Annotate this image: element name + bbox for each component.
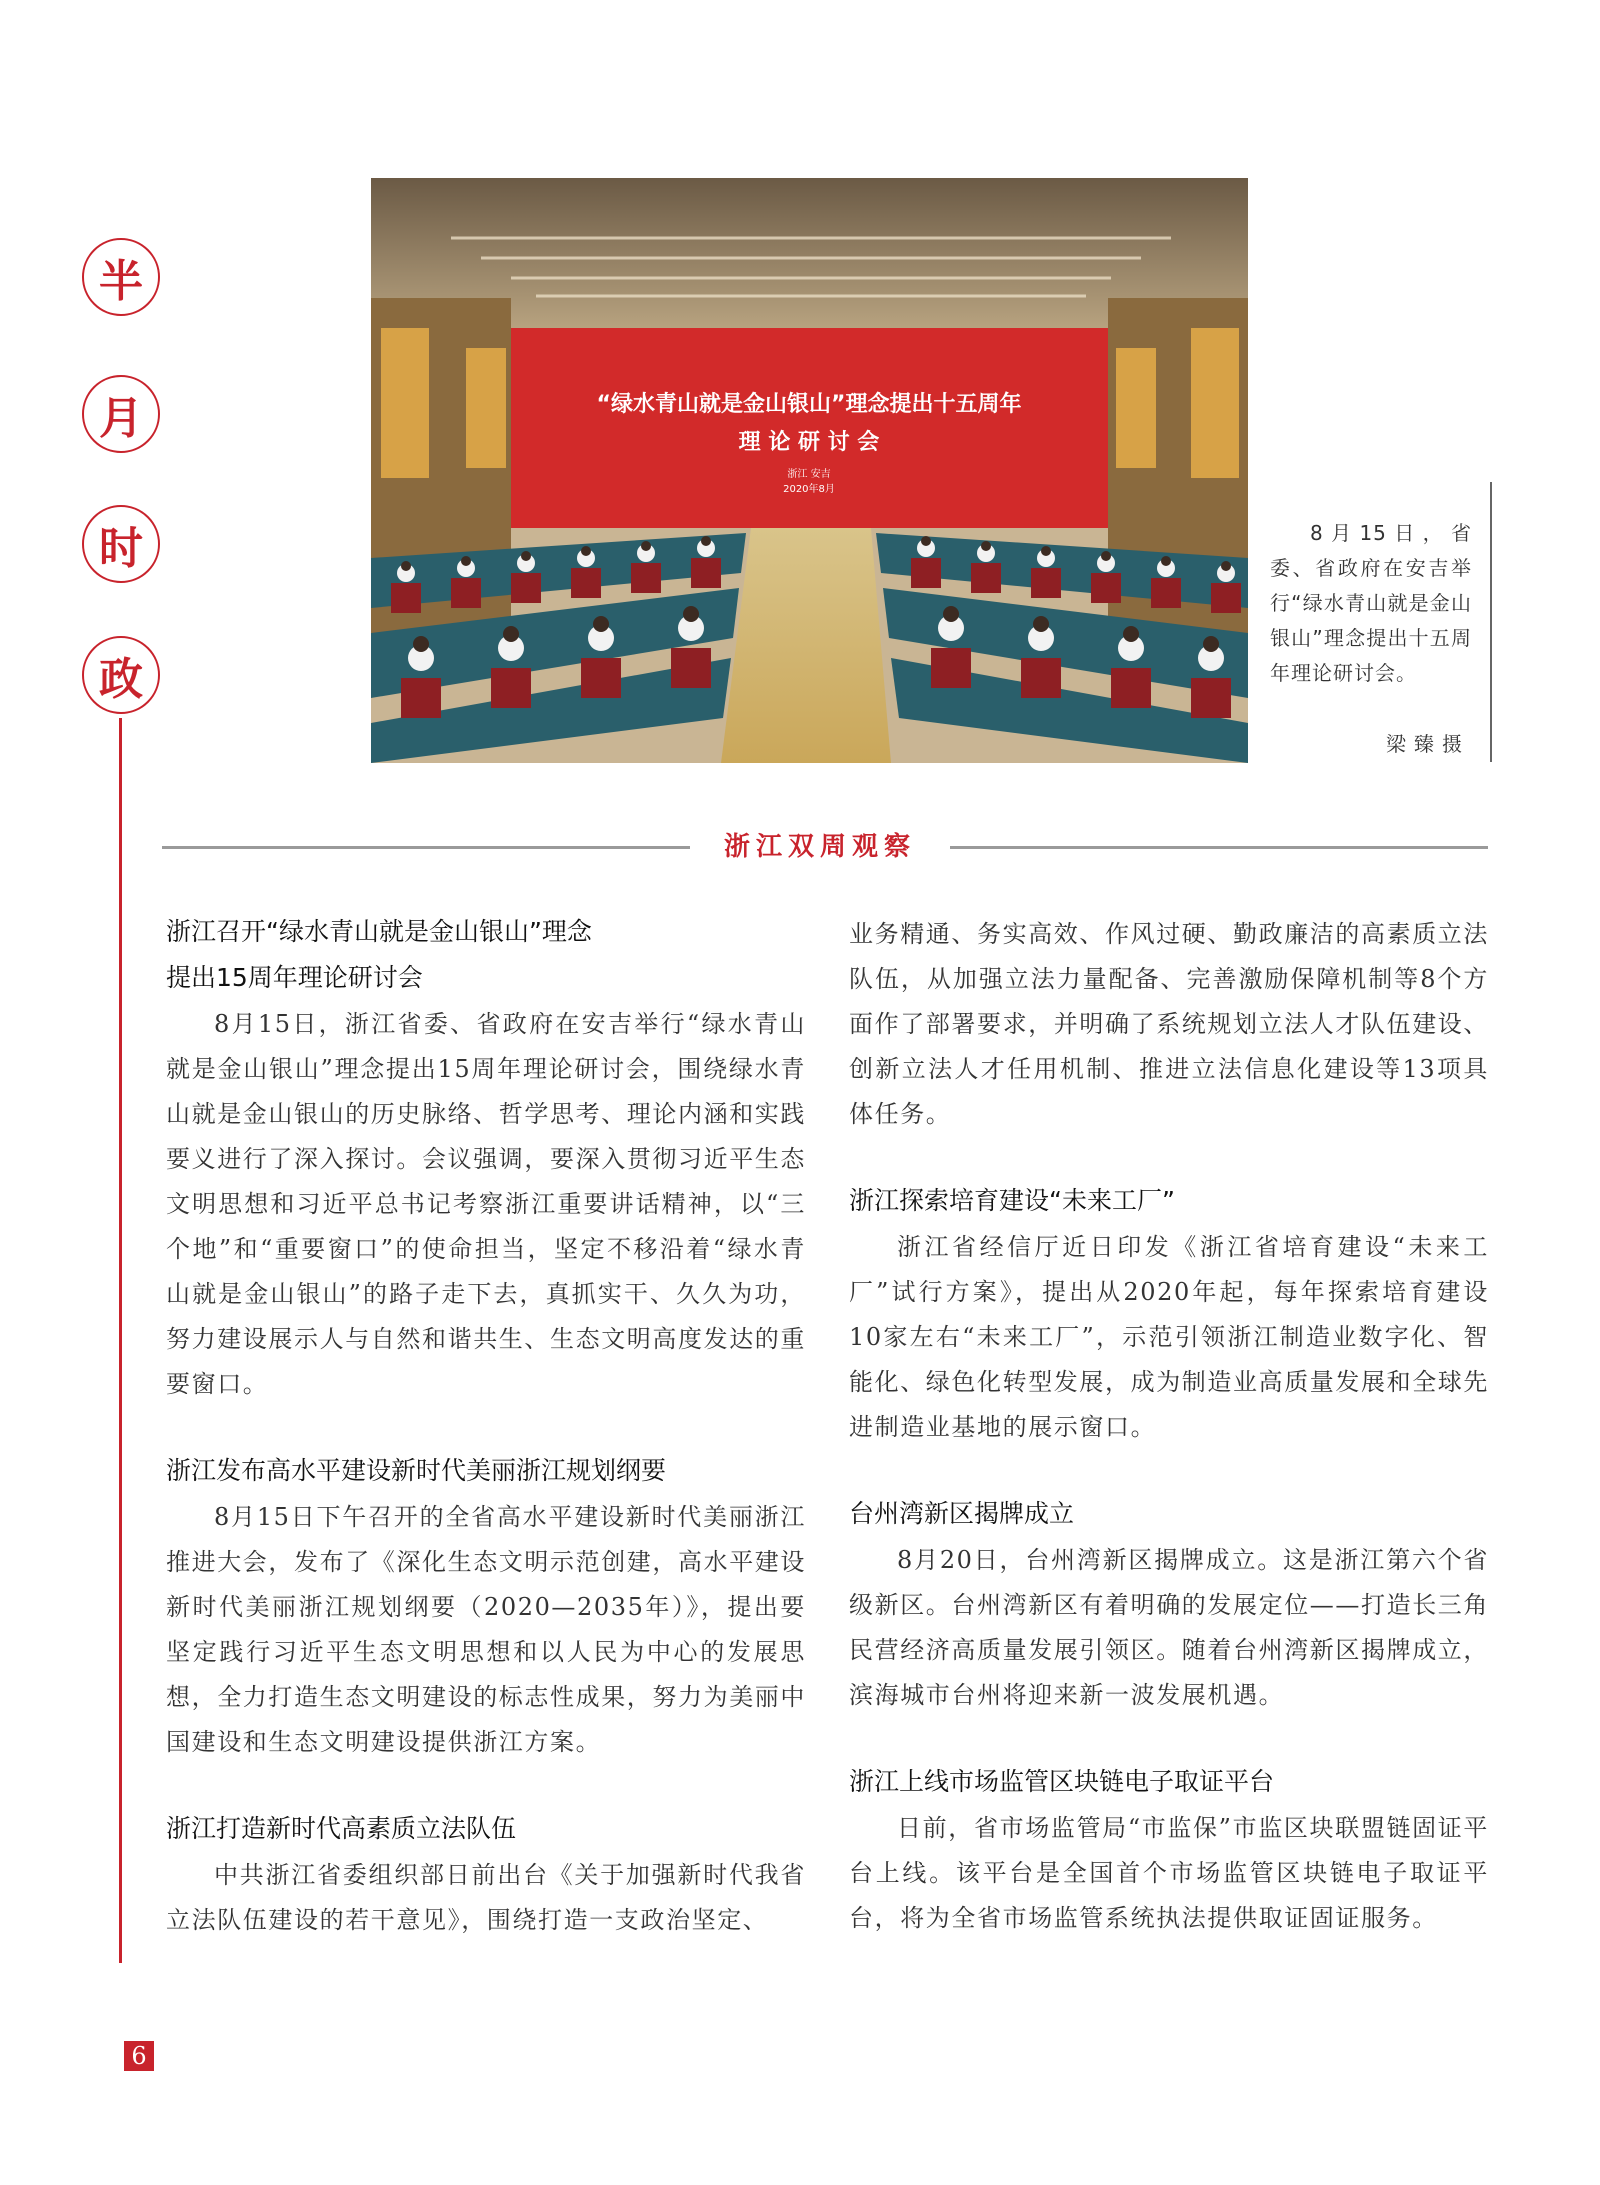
column-tag-char-4: 政 [82, 636, 160, 714]
banner-line-1: “绿水青山就是金山银山”理念提出十五周年 [596, 392, 1022, 417]
article-title: 浙江上线市场监管区块链电子取证平台 [849, 1767, 1275, 1796]
banner-date: 2020年8月 [783, 484, 835, 495]
article-title: 台州湾新区揭牌成立 [849, 1499, 1075, 1528]
right-column [849, 912, 1489, 1983]
article-title: 提出15周年理论研讨会 [166, 963, 423, 992]
article-body: 日前，省市场监管局“市监保”市监区块联盟链固证平台上线。该平台是全国首个市场监管区块链电子取证平台，将为全省市场监管系统执法提供取证固证服务。 [849, 1814, 1489, 1932]
article-body-continued: 业务精通、务实高效、作风过硬、勤政廉洁的高素质立法队伍，从加强立法力量配备、完善激励保障机制等8个方面作了部署要求，并明确了系统规划立法人才队伍建设、创新立法人才任用机制、推进立法信息化建设等13项具体任务。 [849, 920, 1489, 1128]
article-title: 浙江打造新时代高素质立法队伍 [166, 1814, 517, 1843]
photo-credit: 梁臻摄 [1386, 732, 1470, 756]
column-tag-char-3: 时 [82, 505, 160, 583]
conference-photo [371, 178, 1248, 763]
article-body: 中共浙江省委组织部日前出台《关于加强新时代我省立法队伍建设的若干意见》，围绕打造一支政治坚定、 [166, 1861, 806, 1934]
page-number: 6 [124, 2041, 154, 2071]
article-body: 8月15日，浙江省委、省政府在安吉举行“绿水青山就是金山银山”理念提出15周年理论研讨会，围绕绿水青山就是金山银山的历史脉络、哲学思考、理论内涵和实践要义进行了深入探讨。会议强调，要深入贯彻习近平生态文明思想和习近平总书记考察浙江重要讲话精神，以“三个地”和“重要窗口”的使命担当，坚定不移沿着“绿水青山就是金山银山”的路子走下去，真抓实干、久久为功，努力建设展示人与自然和谐共生、生态文明高度发达的重要窗口。 [166, 1010, 806, 1398]
article-title: 浙江召开“绿水青山就是金山银山”理念 [166, 917, 592, 946]
column-tag-rule [119, 718, 122, 1963]
column-tag-char-1: 半 [82, 238, 160, 316]
article-body: 8月15日下午召开的全省高水平建设新时代美丽浙江推进大会，发布了《深化生态文明示范创建，高水平建设新时代美丽浙江规划纲要（2020—2035年）》，提出要坚定践行习近平生态文明思想和以人民为中心的发展思想，全力打造生态文明建设的标志性成果，努力为美丽中国建设和生态文明建设提供浙江方案。 [166, 1503, 806, 1756]
article-body: 浙江省经信厅近日印发《浙江省培育建设“未来工厂”试行方案》，提出从2020年起，每年探索培育建设10家左右“未来工厂”，示范引领浙江制造业数字化、智能化、绿色化转型发展，成为制造业高质量发展和全球先进制造业基地的展示窗口。 [849, 1233, 1489, 1441]
banner-place: 浙江 安吉 [787, 469, 831, 480]
banner-line-2: 理 论 研 讨 会 [738, 430, 880, 455]
article-title: 浙江发布高水平建设新时代美丽浙江规划纲要 [166, 1456, 667, 1485]
section-title: 浙江双周观察 [690, 827, 950, 867]
article-title: 浙江探索培育建设“未来工厂” [849, 1186, 1175, 1215]
article-body: 8月20日，台州湾新区揭牌成立。这是浙江第六个省级新区。台州湾新区有着明确的发展定位——打造长三角民营经济高质量发展引领区。随着台州湾新区揭牌成立，滨海城市台州将迎来新一波发展机遇。 [849, 1546, 1489, 1709]
left-column [166, 910, 806, 1985]
column-tag-char-2: 月 [82, 375, 160, 453]
photo-caption: 8月15日，省委、省政府在安吉举行“绿水青山就是金山银山”理念提出十五周年理论研讨会。 [1270, 521, 1472, 685]
